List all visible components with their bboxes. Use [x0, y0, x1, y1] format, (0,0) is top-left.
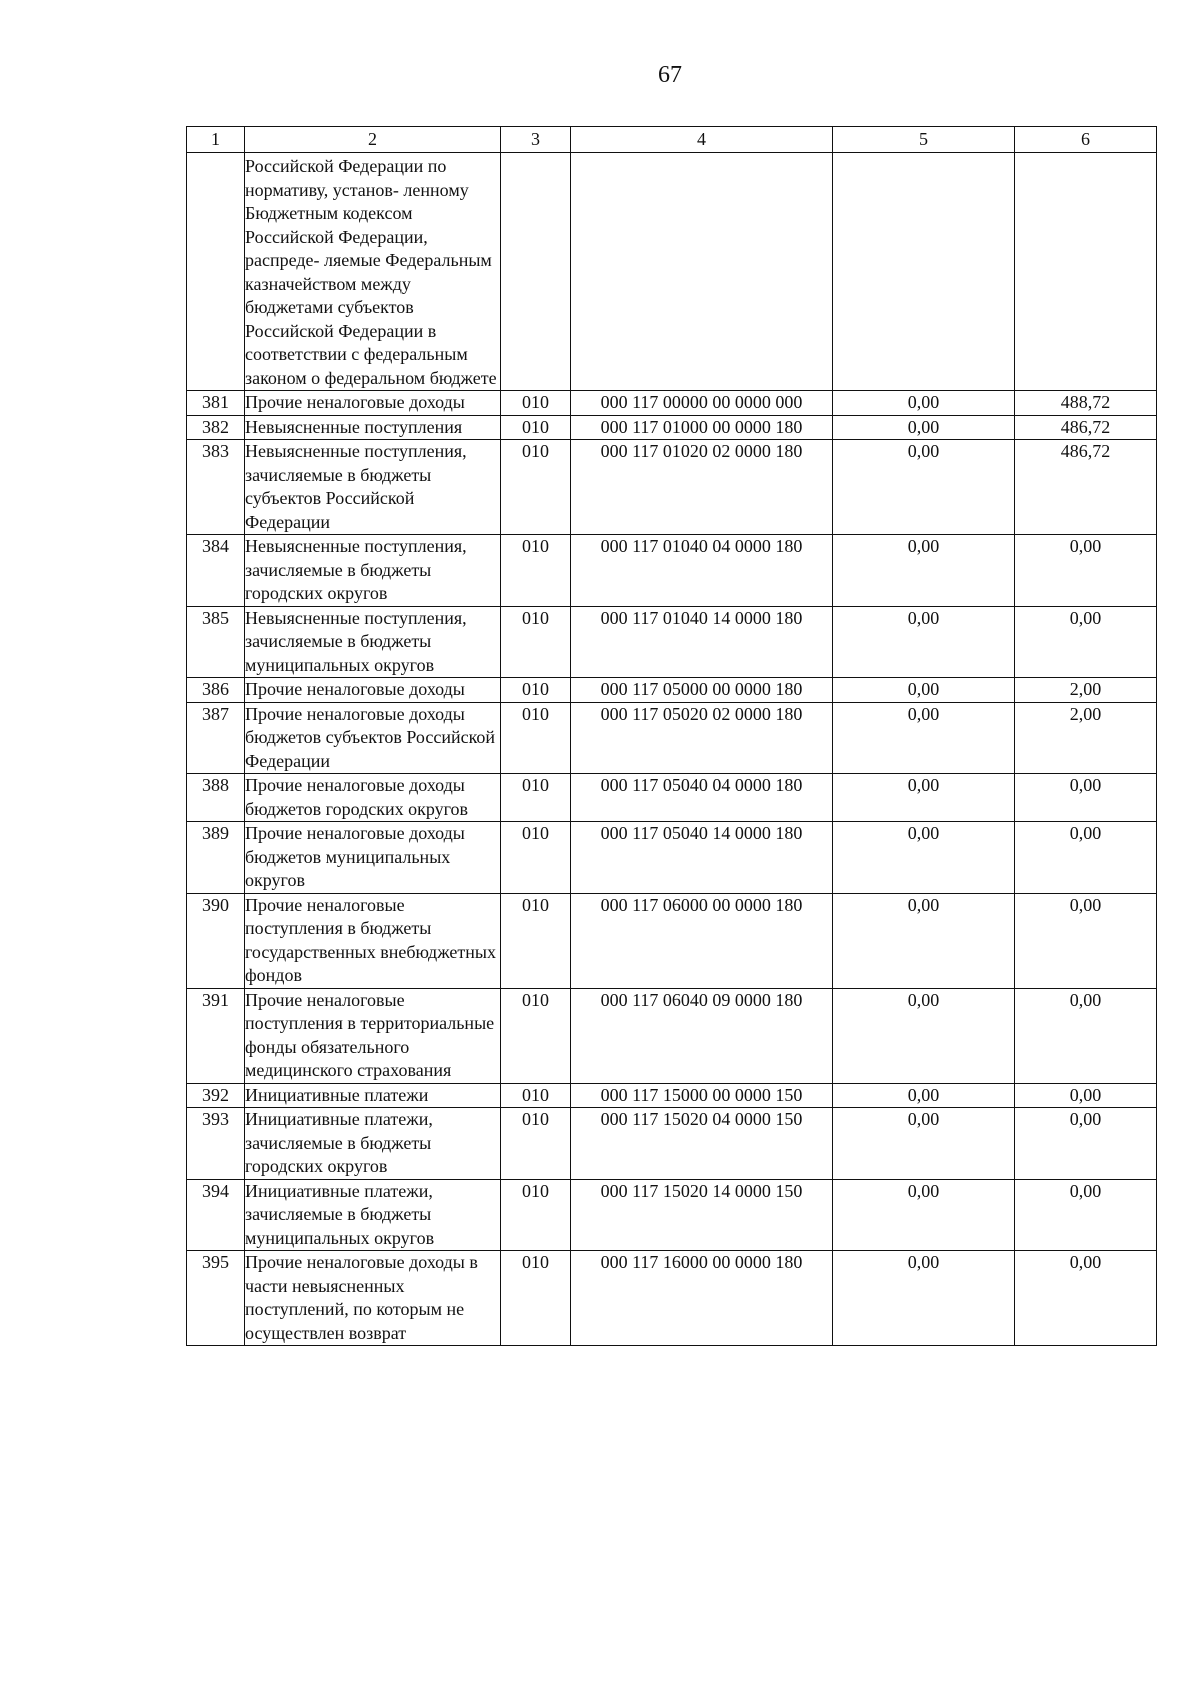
table-row — [187, 440, 1157, 535]
cell-code — [501, 153, 571, 391]
cell-kbk: 000 117 05040 14 0000 180 — [571, 822, 833, 894]
cell-value-5: 0,00 — [833, 702, 1015, 774]
cell-num: 388 — [187, 774, 245, 822]
cell-value-5: 0,00 — [833, 774, 1015, 822]
cell-code: 010 — [501, 702, 571, 774]
cell-kbk: 000 117 15000 00 0000 150 — [571, 1083, 833, 1108]
cell-name: Невыясненные поступления, зачисляемые в бюджеты муниципальных округов — [245, 606, 501, 678]
header-col-1: 1 — [187, 127, 245, 153]
cell-kbk: 000 117 05020 02 0000 180 — [571, 702, 833, 774]
table-row — [187, 1251, 1157, 1346]
header-col-5: 5 — [833, 127, 1015, 153]
cell-name: Прочие неналоговые поступления в бюджеты государственных внебюджетных фондов — [245, 893, 501, 988]
cell-value-6: 486,72 — [1015, 440, 1157, 535]
cell-name: Прочие неналоговые доходы бюджетов городских округов — [245, 774, 501, 822]
table-row — [187, 893, 1157, 988]
table-row — [187, 391, 1157, 416]
page-number: 67 — [658, 62, 682, 88]
header-col-6: 6 — [1015, 127, 1157, 153]
cell-value-6: 0,00 — [1015, 1179, 1157, 1251]
cell-kbk: 000 117 01040 14 0000 180 — [571, 606, 833, 678]
cell-code: 010 — [501, 606, 571, 678]
table-row — [187, 415, 1157, 440]
cell-value-5: 0,00 — [833, 988, 1015, 1083]
cell-name: Прочие неналоговые доходы — [245, 678, 501, 703]
cell-num: 395 — [187, 1251, 245, 1346]
cell-value-5: 0,00 — [833, 415, 1015, 440]
cell-code: 010 — [501, 988, 571, 1083]
cell-name: Прочие неналоговые доходы бюджетов субъектов Российской Федерации — [245, 702, 501, 774]
cell-code: 010 — [501, 1108, 571, 1180]
cell-value-6: 0,00 — [1015, 1083, 1157, 1108]
cell-num: 382 — [187, 415, 245, 440]
cell-value-5: 0,00 — [833, 822, 1015, 894]
cell-name: Инициативные платежи, зачисляемые в бюджеты муниципальных округов — [245, 1179, 501, 1251]
cell-kbk: 000 117 00000 00 0000 000 — [571, 391, 833, 416]
cell-name: Невыясненные поступления — [245, 415, 501, 440]
continuation-row — [187, 153, 1157, 391]
cell-value-6: 0,00 — [1015, 606, 1157, 678]
cell-name: Невыясненные поступления, зачисляемые в бюджеты субъектов Российской Федерации — [245, 440, 501, 535]
cell-code: 010 — [501, 535, 571, 607]
cell-code: 010 — [501, 893, 571, 988]
cell-value-6 — [1015, 153, 1157, 391]
cell-value-6: 486,72 — [1015, 415, 1157, 440]
table-row — [187, 1108, 1157, 1180]
cell-name: Прочие неналоговые доходы бюджетов муниципальных округов — [245, 822, 501, 894]
cell-code: 010 — [501, 822, 571, 894]
continuation-text: Российской Федерации по нормативу, установ- ленному Бюджетным кодексом Российской Федерации, распреде- ляемые Федеральным казначейством между бюджетами субъектов Российской Федерации в соответствии с федеральным законом о федеральном бюджете — [245, 153, 501, 391]
cell-value-6: 0,00 — [1015, 988, 1157, 1083]
cell-value-5: 0,00 — [833, 1083, 1015, 1108]
cell-code: 010 — [501, 1179, 571, 1251]
cell-code: 010 — [501, 1083, 571, 1108]
cell-kbk — [571, 153, 833, 391]
cell-kbk: 000 117 01020 02 0000 180 — [571, 440, 833, 535]
cell-kbk: 000 117 06000 00 0000 180 — [571, 893, 833, 988]
table-row — [187, 1179, 1157, 1251]
table-row — [187, 1083, 1157, 1108]
cell-name: Невыясненные поступления, зачисляемые в бюджеты городских округов — [245, 535, 501, 607]
cell-code: 010 — [501, 774, 571, 822]
cell-value-5: 0,00 — [833, 893, 1015, 988]
table-row — [187, 822, 1157, 894]
cell-num — [187, 153, 245, 391]
cell-name: Прочие неналоговые поступления в территориальные фонды обязательного медицинского страхования — [245, 988, 501, 1083]
cell-kbk: 000 117 05000 00 0000 180 — [571, 678, 833, 703]
table-row — [187, 606, 1157, 678]
cell-num: 386 — [187, 678, 245, 703]
header-col-3: 3 — [501, 127, 571, 153]
cell-num: 387 — [187, 702, 245, 774]
cell-code: 010 — [501, 440, 571, 535]
header-row — [187, 127, 1157, 153]
cell-name: Инициативные платежи, зачисляемые в бюджеты городских округов — [245, 1108, 501, 1180]
cell-num: 385 — [187, 606, 245, 678]
cell-value-5: 0,00 — [833, 678, 1015, 703]
cell-num: 381 — [187, 391, 245, 416]
table-row — [187, 678, 1157, 703]
cell-name: Прочие неналоговые доходы в части невыясненных поступлений, по которым не осуществлен возврат — [245, 1251, 501, 1346]
header-col-2: 2 — [245, 127, 501, 153]
cell-value-6: 0,00 — [1015, 774, 1157, 822]
cell-kbk: 000 117 06040 09 0000 180 — [571, 988, 833, 1083]
cell-value-6: 2,00 — [1015, 702, 1157, 774]
cell-value-5 — [833, 153, 1015, 391]
budget-table — [186, 126, 1157, 1346]
cell-value-6: 2,00 — [1015, 678, 1157, 703]
cell-num: 392 — [187, 1083, 245, 1108]
cell-name: Инициативные платежи — [245, 1083, 501, 1108]
cell-value-5: 0,00 — [833, 606, 1015, 678]
cell-value-5: 0,00 — [833, 1179, 1015, 1251]
cell-value-5: 0,00 — [833, 535, 1015, 607]
cell-value-5: 0,00 — [833, 1108, 1015, 1180]
cell-kbk: 000 117 15020 04 0000 150 — [571, 1108, 833, 1180]
cell-code: 010 — [501, 391, 571, 416]
table-row — [187, 535, 1157, 607]
cell-num: 390 — [187, 893, 245, 988]
cell-value-6: 0,00 — [1015, 535, 1157, 607]
cell-num: 389 — [187, 822, 245, 894]
cell-kbk: 000 117 15020 14 0000 150 — [571, 1179, 833, 1251]
cell-code: 010 — [501, 415, 571, 440]
cell-value-6: 0,00 — [1015, 1251, 1157, 1346]
cell-code: 010 — [501, 1251, 571, 1346]
cell-num: 383 — [187, 440, 245, 535]
cell-kbk: 000 117 16000 00 0000 180 — [571, 1251, 833, 1346]
cell-value-6: 488,72 — [1015, 391, 1157, 416]
cell-value-6: 0,00 — [1015, 1108, 1157, 1180]
cell-value-6: 0,00 — [1015, 893, 1157, 988]
cell-kbk: 000 117 01000 00 0000 180 — [571, 415, 833, 440]
cell-value-5: 0,00 — [833, 391, 1015, 416]
cell-num: 391 — [187, 988, 245, 1083]
table-row — [187, 774, 1157, 822]
table-row — [187, 702, 1157, 774]
cell-kbk: 000 117 05040 04 0000 180 — [571, 774, 833, 822]
cell-value-5: 0,00 — [833, 440, 1015, 535]
cell-name: Прочие неналоговые доходы — [245, 391, 501, 416]
cell-value-6: 0,00 — [1015, 822, 1157, 894]
cell-value-5: 0,00 — [833, 1251, 1015, 1346]
cell-num: 384 — [187, 535, 245, 607]
table-row — [187, 988, 1157, 1083]
cell-num: 394 — [187, 1179, 245, 1251]
cell-code: 010 — [501, 678, 571, 703]
cell-kbk: 000 117 01040 04 0000 180 — [571, 535, 833, 607]
cell-num: 393 — [187, 1108, 245, 1180]
header-col-4: 4 — [571, 127, 833, 153]
